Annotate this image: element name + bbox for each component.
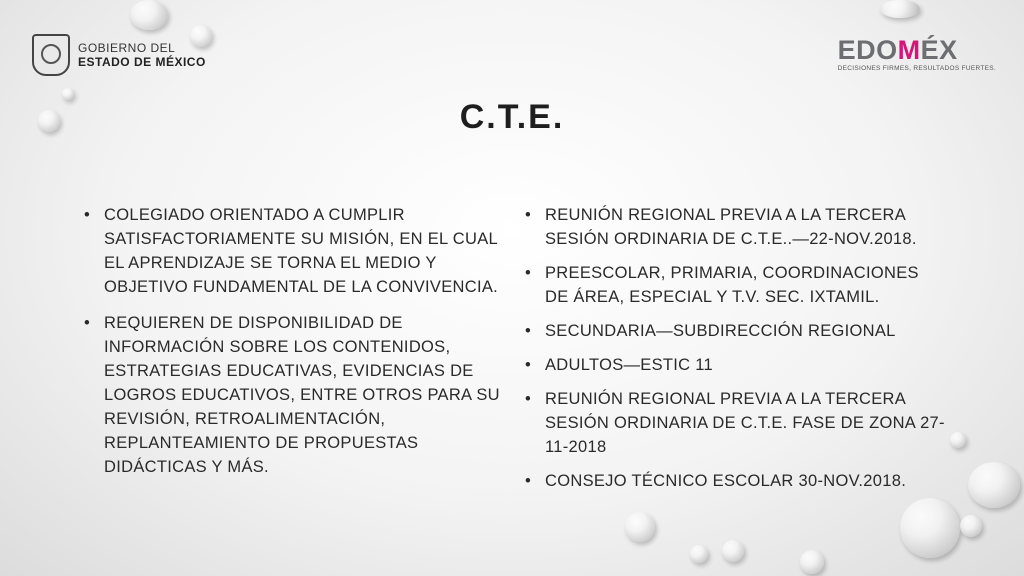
bullet-icon: • <box>525 472 532 490</box>
right-bullet-list <box>525 203 945 503</box>
water-drop-decoration <box>950 432 966 448</box>
water-drop-decoration <box>880 0 920 18</box>
slide-title: C.T.E. <box>459 98 565 136</box>
government-logo <box>32 34 206 76</box>
list-item <box>84 311 502 479</box>
list-item-text: REUNIÓN REGIONAL PREVIA A LA TERCERA SESIÓN ORDINARIA DE C.T.E. FASE DE ZONA 27-11-2018 <box>545 390 945 456</box>
logo-part-m: M <box>897 35 921 65</box>
list-item-text: CONSEJO TÉCNICO ESCOLAR 30-NOV.2018. <box>545 472 907 490</box>
water-drop-decoration <box>690 545 708 563</box>
edomex-tagline: DECISIONES FIRMES, RESULTADOS FUERTES. <box>837 65 996 72</box>
bullet-icon: • <box>525 322 532 340</box>
water-drop-decoration <box>800 550 824 574</box>
list-item <box>84 203 502 299</box>
list-item <box>525 353 945 377</box>
state-emblem-icon <box>32 34 70 76</box>
list-item-text: COLEGIADO ORIENTADO A CUMPLIR SATISFACTORIAMENTE SU MISIÓN, EN EL CUAL EL APRENDIZAJE SE TORNA EL MEDIO Y OBJETIVO FUNDAMENTAL DE LA CONVIVENCIA. <box>104 206 499 296</box>
list-item-text: PREESCOLAR, PRIMARIA, COORDINACIONES DE ÁREA, ESPECIAL Y T.V. SEC. IXTAMIL. <box>545 264 919 306</box>
list-item <box>525 469 945 493</box>
water-drop-decoration <box>960 515 982 537</box>
list-item-text: ADULTOS—ESTIC 11 <box>545 356 714 374</box>
bullet-icon: • <box>525 206 532 224</box>
left-bullet-list <box>84 203 502 491</box>
gov-line-1: GOBIERNO DEL <box>78 41 176 55</box>
edomex-wordmark <box>838 36 996 64</box>
bullet-icon: • <box>525 390 532 408</box>
water-drop-decoration <box>968 462 1020 508</box>
list-item <box>525 203 945 251</box>
logo-part-ex: ÉX <box>920 35 958 65</box>
bullet-icon: • <box>525 356 532 374</box>
bullet-icon: • <box>525 264 532 282</box>
logo-part-edo: EDO <box>837 35 898 65</box>
water-drop-decoration <box>625 512 655 542</box>
water-drop-decoration <box>722 540 744 562</box>
edomex-logo <box>838 36 996 72</box>
list-item-text: REUNIÓN REGIONAL PREVIA A LA TERCERA SESIÓN ORDINARIA DE C.T.E..—22-NOV.2018. <box>545 206 917 248</box>
bullet-icon: • <box>84 314 91 332</box>
water-drop-decoration <box>900 498 960 558</box>
list-item <box>525 261 945 309</box>
list-item-text: SECUNDARIA—SUBDIRECCIÓN REGIONAL <box>545 322 896 340</box>
list-item <box>525 387 945 459</box>
list-item-text: REQUIEREN DE DISPONIBILIDAD DE INFORMACIÓN SOBRE LOS CONTENIDOS, ESTRATEGIAS EDUCATIVAS, EVIDENCIAS DE LOGROS EDUCATIVOS, ENTRE OTROS PARA SU REVISIÓN, RETROALIMENTACIÓN, REPLANTEAMIENTO DE PROPUESTAS DIDÁCTICAS Y MÁS. <box>104 314 500 476</box>
water-drop-decoration <box>130 0 168 30</box>
bullet-icon: • <box>84 206 91 224</box>
list-item <box>525 319 945 343</box>
government-name <box>78 41 206 69</box>
gov-line-2: ESTADO DE MÉXICO <box>78 55 206 69</box>
